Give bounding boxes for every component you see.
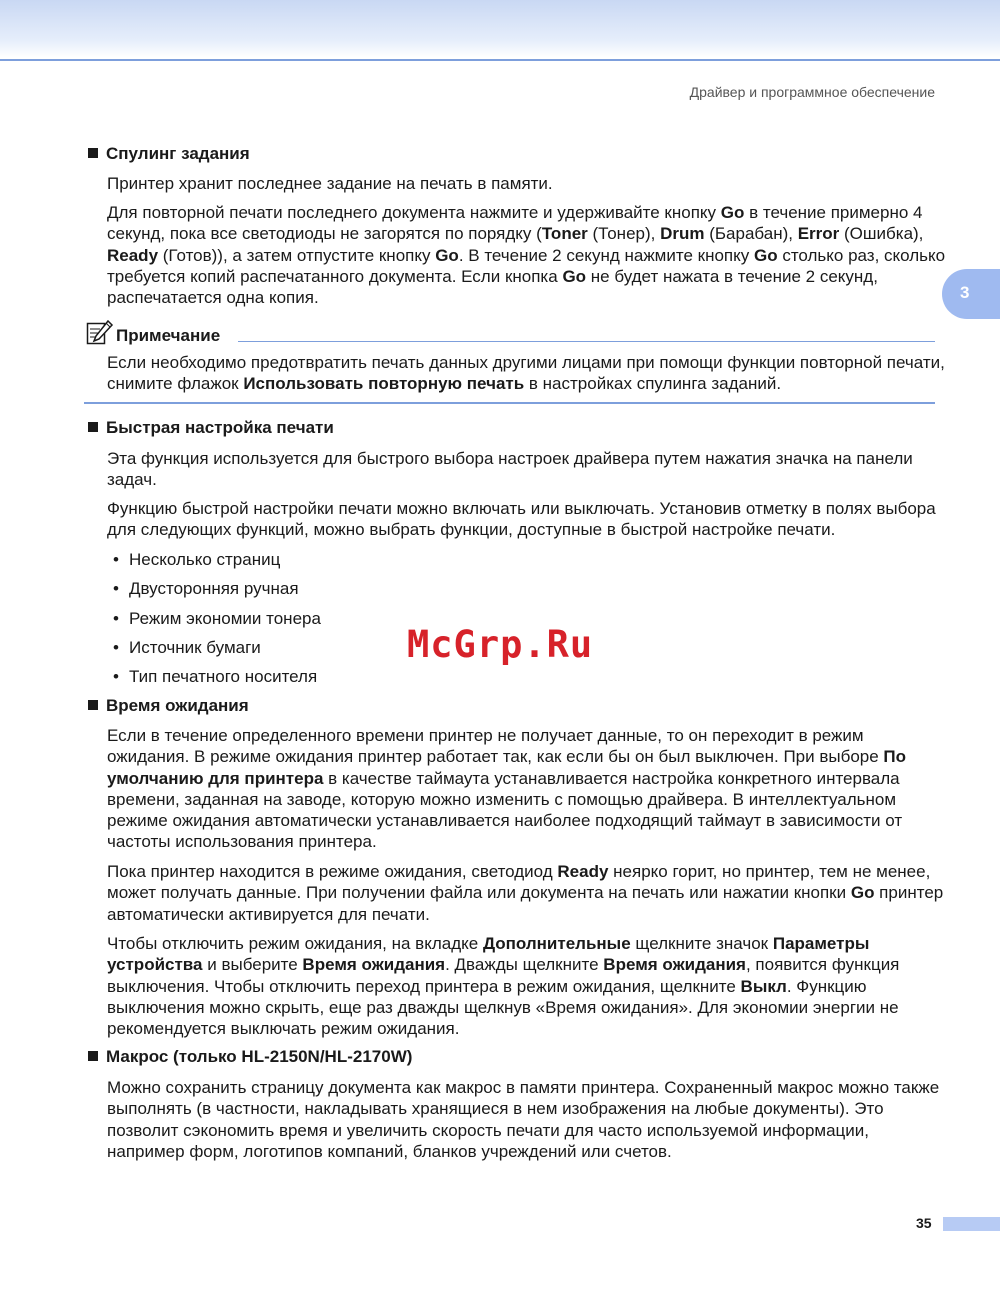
header-band [0, 0, 1000, 58]
list-item: • Источник бумаги [113, 638, 261, 657]
square-bullet-icon [88, 422, 98, 432]
chapter-number: 3 [960, 283, 970, 302]
note-bottom-rule [84, 402, 935, 404]
section-heading-quick-setup: Быстрая настройка печати [88, 418, 334, 438]
paragraph: Если в течение определенного времени принтер не получает данные, то он переходит в режим ожидания. В режиме ожидания принтер работает так, как если бы он был выключен. При выборе По умолчанию для принтера в качестве таймаута устанавливается настройка конкретного интервала времени, заданная на заводе, которую можно изменить с помощью драйвера. В интеллектуальном режиме ожидания автоматически устанавливается наиболее подходящий таймаут в зависимости от частоты использования принтера. [107, 726, 907, 852]
square-bullet-icon [88, 148, 98, 158]
chapter-tab [942, 269, 1000, 319]
paragraph: Для повторной печати последнего документа нажмите и удерживайте кнопку Go в течение примерно 4 секунд, пока все светодиоды не загорятся по порядку (Toner (Тонер), Drum (Барабан), Error (Ошибка), Ready (Готов)), а затем отпустите кнопку Go. В течение 2 секунд нажмите кнопку Go столько раз, сколько требуется копий распечатанного документа. Если кнопка Go не будет нажата в течение 2 секунд, распечатается одна копия. [107, 203, 946, 308]
note-rule [238, 341, 935, 342]
list-item: • Режим экономии тонера [113, 609, 321, 628]
page-number: 35 [916, 1215, 932, 1231]
paragraph: Чтобы отключить режим ожидания, на вкладке Дополнительные щелкните значок Параметры устройства и выберите Время ожидания. Дважды щелкните Время ожидания, появится функция выключения. Чтобы отключить переход принтера в режим ожидания, щелкните Выкл. Функцию выключения можно скрыть, еще раз дважды щелкнув «Время ожидания». Для экономии энергии не рекомендуется выключать режим ожидания. [107, 934, 900, 1039]
square-bullet-icon [88, 1051, 98, 1061]
section-heading-macro: Макрос (только HL-2150N/HL-2170W) [88, 1047, 412, 1067]
paragraph: Можно сохранить страницу документа как макрос в памяти принтера. Сохраненный макрос можно также выполнять (в частности, накладывать хранящиеся в нем изображения на любые документы). Это позволит сэкономить время и увеличить скорость печати для часто используемой информации, например форм, логотипов компаний, бланков учреждений или счетов. [107, 1078, 940, 1161]
header-rule [0, 59, 1000, 61]
footer-tab [943, 1217, 1000, 1231]
note-title: Примечание [116, 326, 221, 345]
note-text: Если необходимо предотвратить печать данных другими лицами при помощи функции повторной печати, снимите флажок Использовать повторную печать в настройках спулинга заданий. [107, 353, 945, 394]
paragraph: Принтер хранит последнее задание на печать в памяти. [107, 174, 553, 193]
list-item: • Несколько страниц [113, 550, 281, 569]
list-item: • Тип печатного носителя [113, 667, 318, 686]
running-header: Драйвер и программное обеспечение [689, 84, 935, 100]
section-heading-sleep: Время ожидания [88, 696, 249, 716]
section-heading-spooling: Спулинг задания [88, 144, 250, 164]
paragraph: Эта функция используется для быстрого выбора настроек драйвера путем нажатия значка на панели задач. [107, 449, 913, 490]
watermark: McGrp.Ru [407, 623, 594, 666]
square-bullet-icon [88, 700, 98, 710]
paragraph: Пока принтер находится в режиме ожидания, светодиод Ready неярко горит, но принтер, тем не менее, может получать данные. При получении файла или документа на печать или нажатии кнопки Go принтер автоматически активируется для печати. [107, 862, 944, 924]
note-pencil-icon [86, 320, 114, 346]
paragraph: Функцию быстрой настройки печати можно включать или выключать. Установив отметку в полях выбора для следующих функций, можно выбрать функции, доступные в быстрой настройке печати. [107, 499, 936, 540]
list-item: • Двусторонняя ручная [113, 579, 299, 598]
